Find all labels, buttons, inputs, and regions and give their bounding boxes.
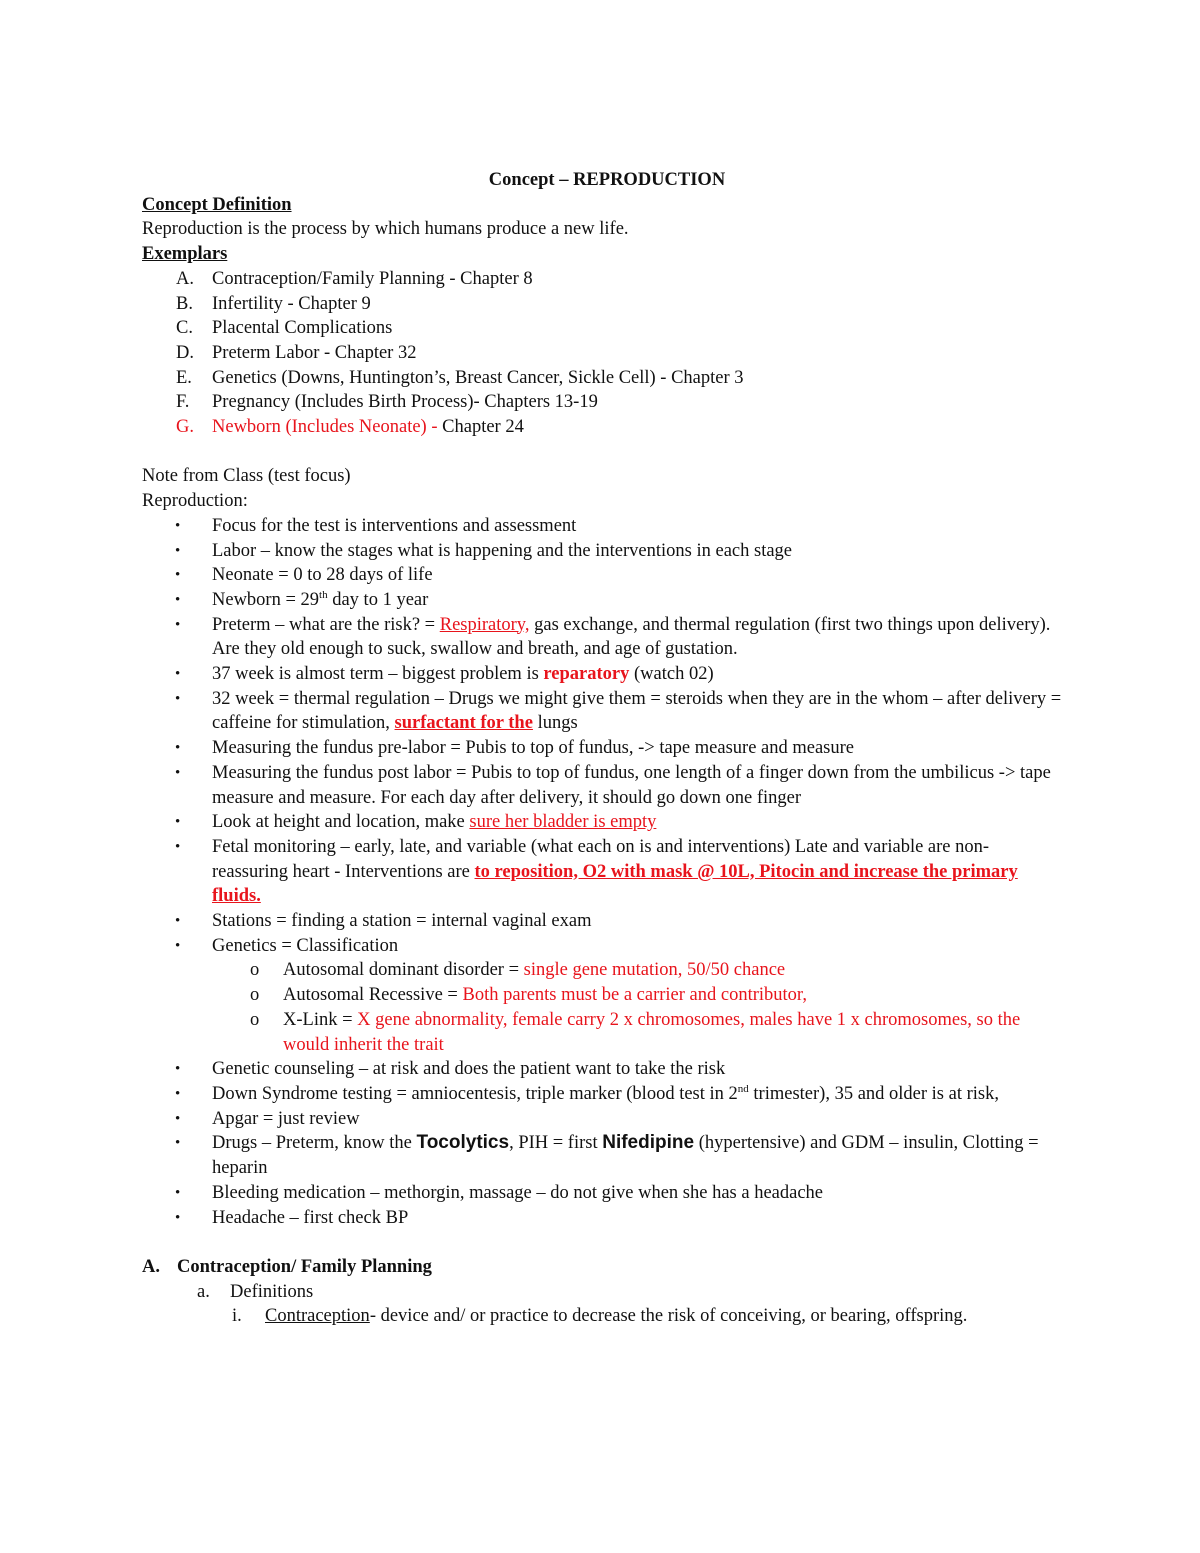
note-bullet: • Genetics = Classification [175,935,399,956]
note-bullet: • Measuring the fundus pre-labor = Pubis to top of fundus, -> tape measure and measure [175,738,854,759]
exemplar-item: A. Contraception/Family Planning - Chapter 8 [176,268,533,289]
note-bullet: • Down Syndrome testing = amniocentesis, triple marker (blood test in 2nd trimester), 35 and older is at risk, [175,1082,999,1104]
genetics-sub-bullet: o X-Link = X gene abnormality, female carry 2 x chromosomes, males have 1 x chromosomes, so the would inherit the trait [250,1009,1021,1055]
note-bullet: • 32 week = thermal regulation – Drugs we might give them = steroids when they are in the whom – after delivery = caffeine for stimulation, surfactant for the lungs [175,688,1062,734]
exemplars-heading: Exemplars [142,244,228,265]
exemplar-item: D. Preterm Labor - Chapter 32 [176,342,417,363]
page-title: Concept – REPRODUCTION [488,170,726,190]
note-bullet: • Headache – first check BP [175,1207,409,1228]
note-bullet: • Labor – know the stages what is happening and the interventions in each stage [175,540,793,561]
definition-text: Reproduction is the process by which humans produce a new life. [142,219,629,240]
definition-item: i. Contraception- device and/ or practice to decrease the risk of conceiving, or bearing, offspring. [232,1306,968,1327]
note-bullet: • Measuring the fundus post labor = Pubis to top of fundus, one length of a finger down from the umbilicus -> tape measure and measure. For each day after delivery, it should go down one finger [175,762,1051,808]
note-bullet: • 37 week is almost term – biggest problem is reparatory (watch 02) [175,664,714,685]
note-bullet: • Newborn = 29th day to 1 year [175,588,429,610]
exemplar-item: B. Infertility - Chapter 9 [176,293,371,314]
note-bullet: • Genetic counseling – at risk and does the patient want to take the risk [175,1059,726,1080]
exemplar-item: C. Placental Complications [176,318,393,339]
exemplar-item: F. Pregnancy (Includes Birth Process)- Chapters 13-19 [176,392,598,413]
document-page [142,168,1062,1329]
note-bullet: • Apgar = just review [175,1108,360,1129]
exemplar-item: E. Genetics (Downs, Huntington’s, Breast Cancer, Sickle Cell) - Chapter 3 [176,367,744,388]
section-heading: A. Contraception/ Family Planning [142,1256,432,1277]
note-bullet: • Drugs – Preterm, know the Tocolytics, PIH = first Nifedipine (hypertensive) and GDM – insulin, Clotting = heparin [175,1132,1039,1179]
subsection-heading: a. Definitions [197,1281,314,1302]
genetics-sub-bullet: o Autosomal dominant disorder = single gene mutation, 50/50 chance [250,960,786,981]
note-bullet: • Stations = finding a station = internal vaginal exam [175,911,592,932]
note-bullet: • Fetal monitoring – early, late, and variable (what each on is and interventions) Late and variable are non-reassuring heart - Interventions are to reposition, O2 with mask @ 10L, Pitocin and increase the primary fluids. [175,836,1018,907]
genetics-sub-bullet: o Autosomal Recessive = Both parents must be a carrier and contributor, [250,985,807,1006]
note-bullet: • Preterm – what are the risk? = Respiratory, gas exchange, and thermal regulation (first two things upon delivery). Are they old enough to suck, swallow and breath, and age of gustation. [175,614,1051,660]
note-bullet: • Bleeding medication – methorgin, massage – do not give when she has a headache [175,1182,824,1203]
notes-heading: Note from Class (test focus) [142,466,351,487]
note-bullet: • Neonate = 0 to 28 days of life [175,565,433,586]
notes-subheading: Reproduction: [142,491,248,512]
note-bullet: • Look at height and location, make sure her bladder is empty [175,812,657,833]
note-bullet: • Focus for the test is interventions and assessment [175,515,577,536]
definition-heading: Concept Definition [142,194,292,215]
exemplar-item: G. Newborn (Includes Neonate) - Chapter 24 [176,417,524,438]
